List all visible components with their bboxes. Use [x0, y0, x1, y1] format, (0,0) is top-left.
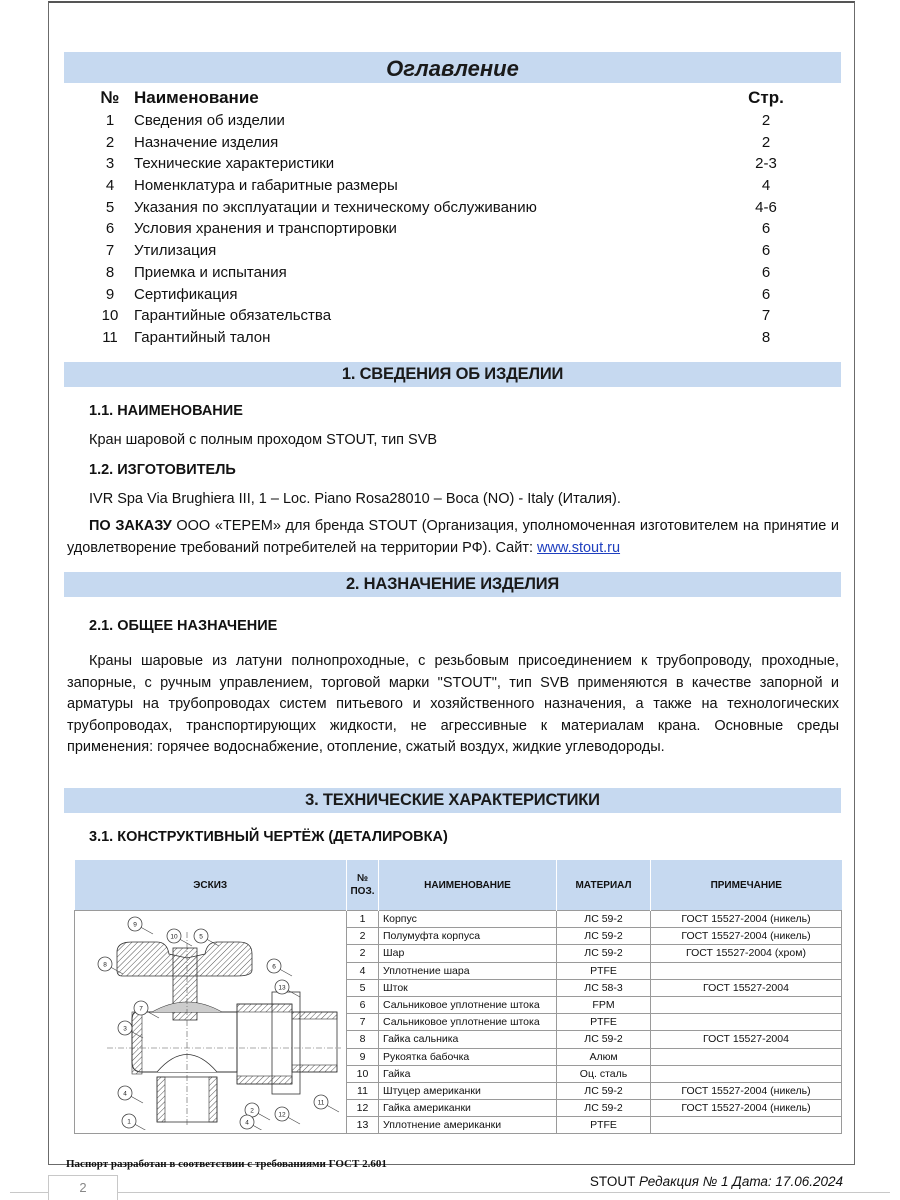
site-link[interactable]: www.stout.ru: [537, 539, 621, 556]
footer-line-left: [10, 1192, 48, 1193]
cell-pos: 8: [347, 1031, 379, 1048]
toc-item[interactable]: [86, 284, 806, 306]
cell-name: Штуцер американки: [379, 1082, 557, 1099]
gost-note: Паспорт разработан в соответствии с требованиями ГОСТ 2.601: [66, 1158, 387, 1170]
toc-item-name: Приемка и испытания: [134, 263, 287, 281]
cell-material: ЛС 59-2: [557, 911, 651, 928]
cell-name: Гайка сальника: [379, 1031, 557, 1048]
cell-material: PTFE: [557, 1014, 651, 1031]
toc-item[interactable]: [86, 262, 806, 284]
cell-name: Сальниковое уплотнение штока: [379, 1014, 557, 1031]
detail-table: [74, 860, 842, 1134]
table-row: [75, 911, 842, 928]
cell-material: ЛС 59-2: [557, 928, 651, 945]
toc-item[interactable]: [86, 240, 806, 262]
svg-text:9: 9: [132, 921, 137, 929]
revision-text: Редакция № 1 Дата: 17.06.2024: [638, 1174, 843, 1189]
header-pos: № ПОЗ.: [347, 860, 379, 911]
toc-item-num: 8: [105, 263, 115, 281]
header-sketch: ЭСКИЗ: [75, 860, 347, 911]
cell-name: Шток: [379, 979, 557, 996]
toc-item-name: Сертификация: [134, 285, 238, 303]
cell-pos: 7: [347, 1014, 379, 1031]
cell-pos: 2: [347, 928, 379, 945]
toc-item-page: 4: [761, 177, 771, 195]
toc-item[interactable]: [86, 153, 806, 175]
toc-item[interactable]: [86, 110, 806, 132]
toc-item-name: Указания по эксплуатации и техническому обслуживанию: [134, 198, 537, 216]
cell-note: [651, 1117, 842, 1134]
svg-text:5: 5: [198, 933, 203, 941]
toc-item-page: 2: [761, 133, 771, 151]
cell-name: Уплотнение шара: [379, 962, 557, 979]
callout-icon: [122, 1114, 147, 1130]
valve-drawing: [75, 911, 347, 1134]
cell-material: ЛС 59-2: [557, 1031, 651, 1048]
cell-material: Оц. сталь: [557, 1065, 651, 1082]
svg-text:13: 13: [277, 984, 286, 992]
toc-item-name: Назначение изделия: [134, 133, 279, 151]
toc-item[interactable]: [86, 175, 806, 197]
section3-title: 3. ТЕХНИЧЕСКИЕ ХАРАКТЕРИСТИКИ: [64, 788, 841, 813]
toc-item-num: 4: [105, 177, 115, 195]
toc-item[interactable]: [86, 327, 806, 349]
svg-text:2: 2: [249, 1107, 254, 1115]
callout-icon: [275, 980, 300, 997]
cell-material: ЛС 58-3: [557, 979, 651, 996]
header-material: МАТЕРИАЛ: [557, 860, 651, 911]
cell-note: ГОСТ 15527-2004 (никель): [651, 911, 842, 928]
valve-cross-section-icon: [77, 912, 345, 1130]
toc-item-num: 10: [101, 307, 119, 325]
order-text: ООО «ТЕРЕМ» для бренда STOUT (Организация, уполномоченная изготовителем на принятие и удовлетворение требований потребителей на территории РФ). Сайт:: [67, 518, 839, 556]
toc-item[interactable]: [86, 305, 806, 327]
table-of-contents: [86, 86, 806, 349]
cell-note: [651, 1065, 842, 1082]
cell-note: ГОСТ 15527-2004: [651, 979, 842, 996]
toc-item-name: Технические характеристики: [134, 155, 335, 173]
cell-name: Уплотнение американки: [379, 1117, 557, 1134]
toc-item-name: Гарантийные обязательства: [134, 307, 332, 325]
cell-name: Гайка американки: [379, 1100, 557, 1117]
section2-sub1-title: 2.1. ОБЩЕЕ НАЗНАЧЕНИЕ: [89, 618, 278, 634]
cell-pos: 10: [347, 1065, 379, 1082]
cell-name: Сальниковое уплотнение штока: [379, 996, 557, 1013]
callout-icon: [275, 1107, 300, 1124]
cell-pos: 2: [347, 945, 379, 962]
svg-text:8: 8: [102, 961, 107, 969]
toc-item[interactable]: [86, 218, 806, 240]
toc-item-num: 5: [105, 198, 115, 216]
toc-item-num: 11: [102, 328, 118, 346]
cell-name: Рукоятка бабочка: [379, 1048, 557, 1065]
callout-icon: [118, 1086, 143, 1103]
cell-material: PTFE: [557, 1117, 651, 1134]
toc-header-page: Стр.: [748, 88, 784, 107]
toc-item-page: 6: [761, 285, 771, 303]
cell-material: ЛС 59-2: [557, 1100, 651, 1117]
toc-header-name: Наименование: [134, 88, 259, 107]
callout-icon: [267, 959, 292, 976]
callout-icon: [128, 917, 153, 934]
toc-title: Оглавление: [64, 52, 841, 83]
cell-name: Гайка: [379, 1065, 557, 1082]
callout-icon: [314, 1095, 339, 1112]
cell-name: Шар: [379, 945, 557, 962]
toc-header: [86, 86, 806, 110]
section1-sub2-title: 1.2. ИЗГОТОВИТЕЛЬ: [89, 462, 236, 478]
toc-item-name: Сведения об изделии: [134, 112, 285, 129]
svg-text:7: 7: [138, 1005, 143, 1013]
toc-item-num: 6: [105, 220, 115, 238]
header-note: ПРИМЕЧАНИЕ: [651, 860, 842, 911]
cell-note: ГОСТ 15527-2004 (никель): [651, 1100, 842, 1117]
toc-header-num: №: [100, 88, 120, 107]
svg-text:12: 12: [277, 1111, 286, 1119]
toc-item-page: 6: [761, 220, 771, 238]
cell-pos: 5: [347, 979, 379, 996]
page-number: 2: [48, 1175, 118, 1200]
toc-item-name: Условия хранения и транспортировки: [134, 220, 397, 238]
section1-sub1-title: 1.1. НАИМЕНОВАНИЕ: [89, 403, 243, 419]
cell-material: ЛС 59-2: [557, 1082, 651, 1099]
toc-item-num: 2: [105, 133, 115, 151]
section1-order-paragraph: [67, 516, 839, 559]
section1-title: 1. СВЕДЕНИЯ ОБ ИЗДЕЛИИ: [64, 362, 841, 387]
toc-item-name: Гарантийный талон: [134, 328, 271, 346]
toc-item-page: 2-3: [755, 155, 777, 173]
section1-sub1-text: Кран шаровой с полным проходом STOUT, тип SVB: [89, 432, 438, 448]
svg-text:3: 3: [122, 1025, 127, 1033]
cell-note: ГОСТ 15527-2004: [651, 1031, 842, 1048]
section2-title: 2. НАЗНАЧЕНИЕ ИЗДЕЛИЯ: [64, 572, 841, 597]
cell-pos: 6: [347, 996, 379, 1013]
cell-pos: 4: [347, 962, 379, 979]
svg-text:6: 6: [271, 963, 276, 971]
cell-note: [651, 1048, 842, 1065]
toc-item[interactable]: [86, 197, 806, 219]
cell-note: ГОСТ 15527-2004 (хром): [651, 945, 842, 962]
toc-item-page: 6: [761, 263, 771, 281]
cell-material: PTFE: [557, 962, 651, 979]
svg-text:4: 4: [122, 1090, 127, 1098]
svg-text:10: 10: [169, 933, 178, 941]
cell-material: FPM: [557, 996, 651, 1013]
callout-icon: [240, 1115, 265, 1130]
svg-text:4: 4: [244, 1119, 249, 1127]
svg-text:11: 11: [317, 1099, 324, 1107]
cell-note: [651, 1014, 842, 1031]
cell-pos: 11: [347, 1082, 379, 1099]
cell-pos: 9: [347, 1048, 379, 1065]
brand: STOUT: [589, 1174, 636, 1189]
toc-item-num: 7: [105, 242, 115, 260]
cell-pos: 1: [347, 911, 379, 928]
revision-info: [590, 1174, 843, 1189]
toc-item-page: 4-6: [755, 198, 777, 216]
order-bold-label: ПО ЗАКАЗУ: [89, 518, 172, 534]
cell-name: Корпус: [379, 911, 557, 928]
section3-sub1-title: 3.1. КОНСТРУКТИВНЫЙ ЧЕРТЁЖ (ДЕТАЛИРОВКА): [89, 829, 448, 845]
cell-note: ГОСТ 15527-2004 (никель): [651, 1082, 842, 1099]
cell-name: Полумуфта корпуса: [379, 928, 557, 945]
cell-pos: 12: [347, 1100, 379, 1117]
cell-note: ГОСТ 15527-2004 (никель): [651, 928, 842, 945]
cell-note: [651, 996, 842, 1013]
cell-material: Алюм: [557, 1048, 651, 1065]
detail-table-header: [75, 860, 842, 911]
toc-item-page: 8: [761, 328, 771, 346]
toc-item-page: 2: [761, 112, 771, 129]
toc-item-num: 9: [105, 285, 115, 303]
toc-item-num: 1: [105, 112, 115, 129]
callout-icon: [167, 929, 192, 946]
header-name: НАИМЕНОВАНИЕ: [379, 860, 557, 911]
section2-sub1-text: Краны шаровые из латуни полнопроходные, с резьбовым присоединением к трубопроводу, проходные, запорные, с ручным управлением, торговой марки "STOUT", тип SVB применяются в качестве запорной и арматуры на трубопроводах систем питьевого и хозяйственного назначения, а также на технологических трубопроводах, транспортирующих жидкости, не агрессивные к материалам крана. Основные среды применения: горячее водоснабжение, отопление, сжатый воздух, жидкие углеводороды.: [67, 653, 839, 755]
toc-item-num: 3: [105, 155, 115, 173]
toc-item-page: 6: [761, 242, 771, 260]
toc-item-name: Утилизация: [134, 242, 217, 260]
footer-line-right: [118, 1192, 890, 1193]
svg-text:1: 1: [126, 1118, 131, 1126]
cell-pos: 13: [347, 1117, 379, 1134]
toc-item[interactable]: [86, 132, 806, 154]
toc-item-name: Номенклатура и габаритные размеры: [134, 177, 398, 195]
cell-note: [651, 962, 842, 979]
cell-material: ЛС 59-2: [557, 945, 651, 962]
toc-item-page: 7: [761, 307, 771, 325]
section1-sub2-text: IVR Spa Via Brughiera III, 1 – Loc. Piano Rosa28010 – Boca (NO) - Italy (Италия).: [89, 491, 621, 507]
